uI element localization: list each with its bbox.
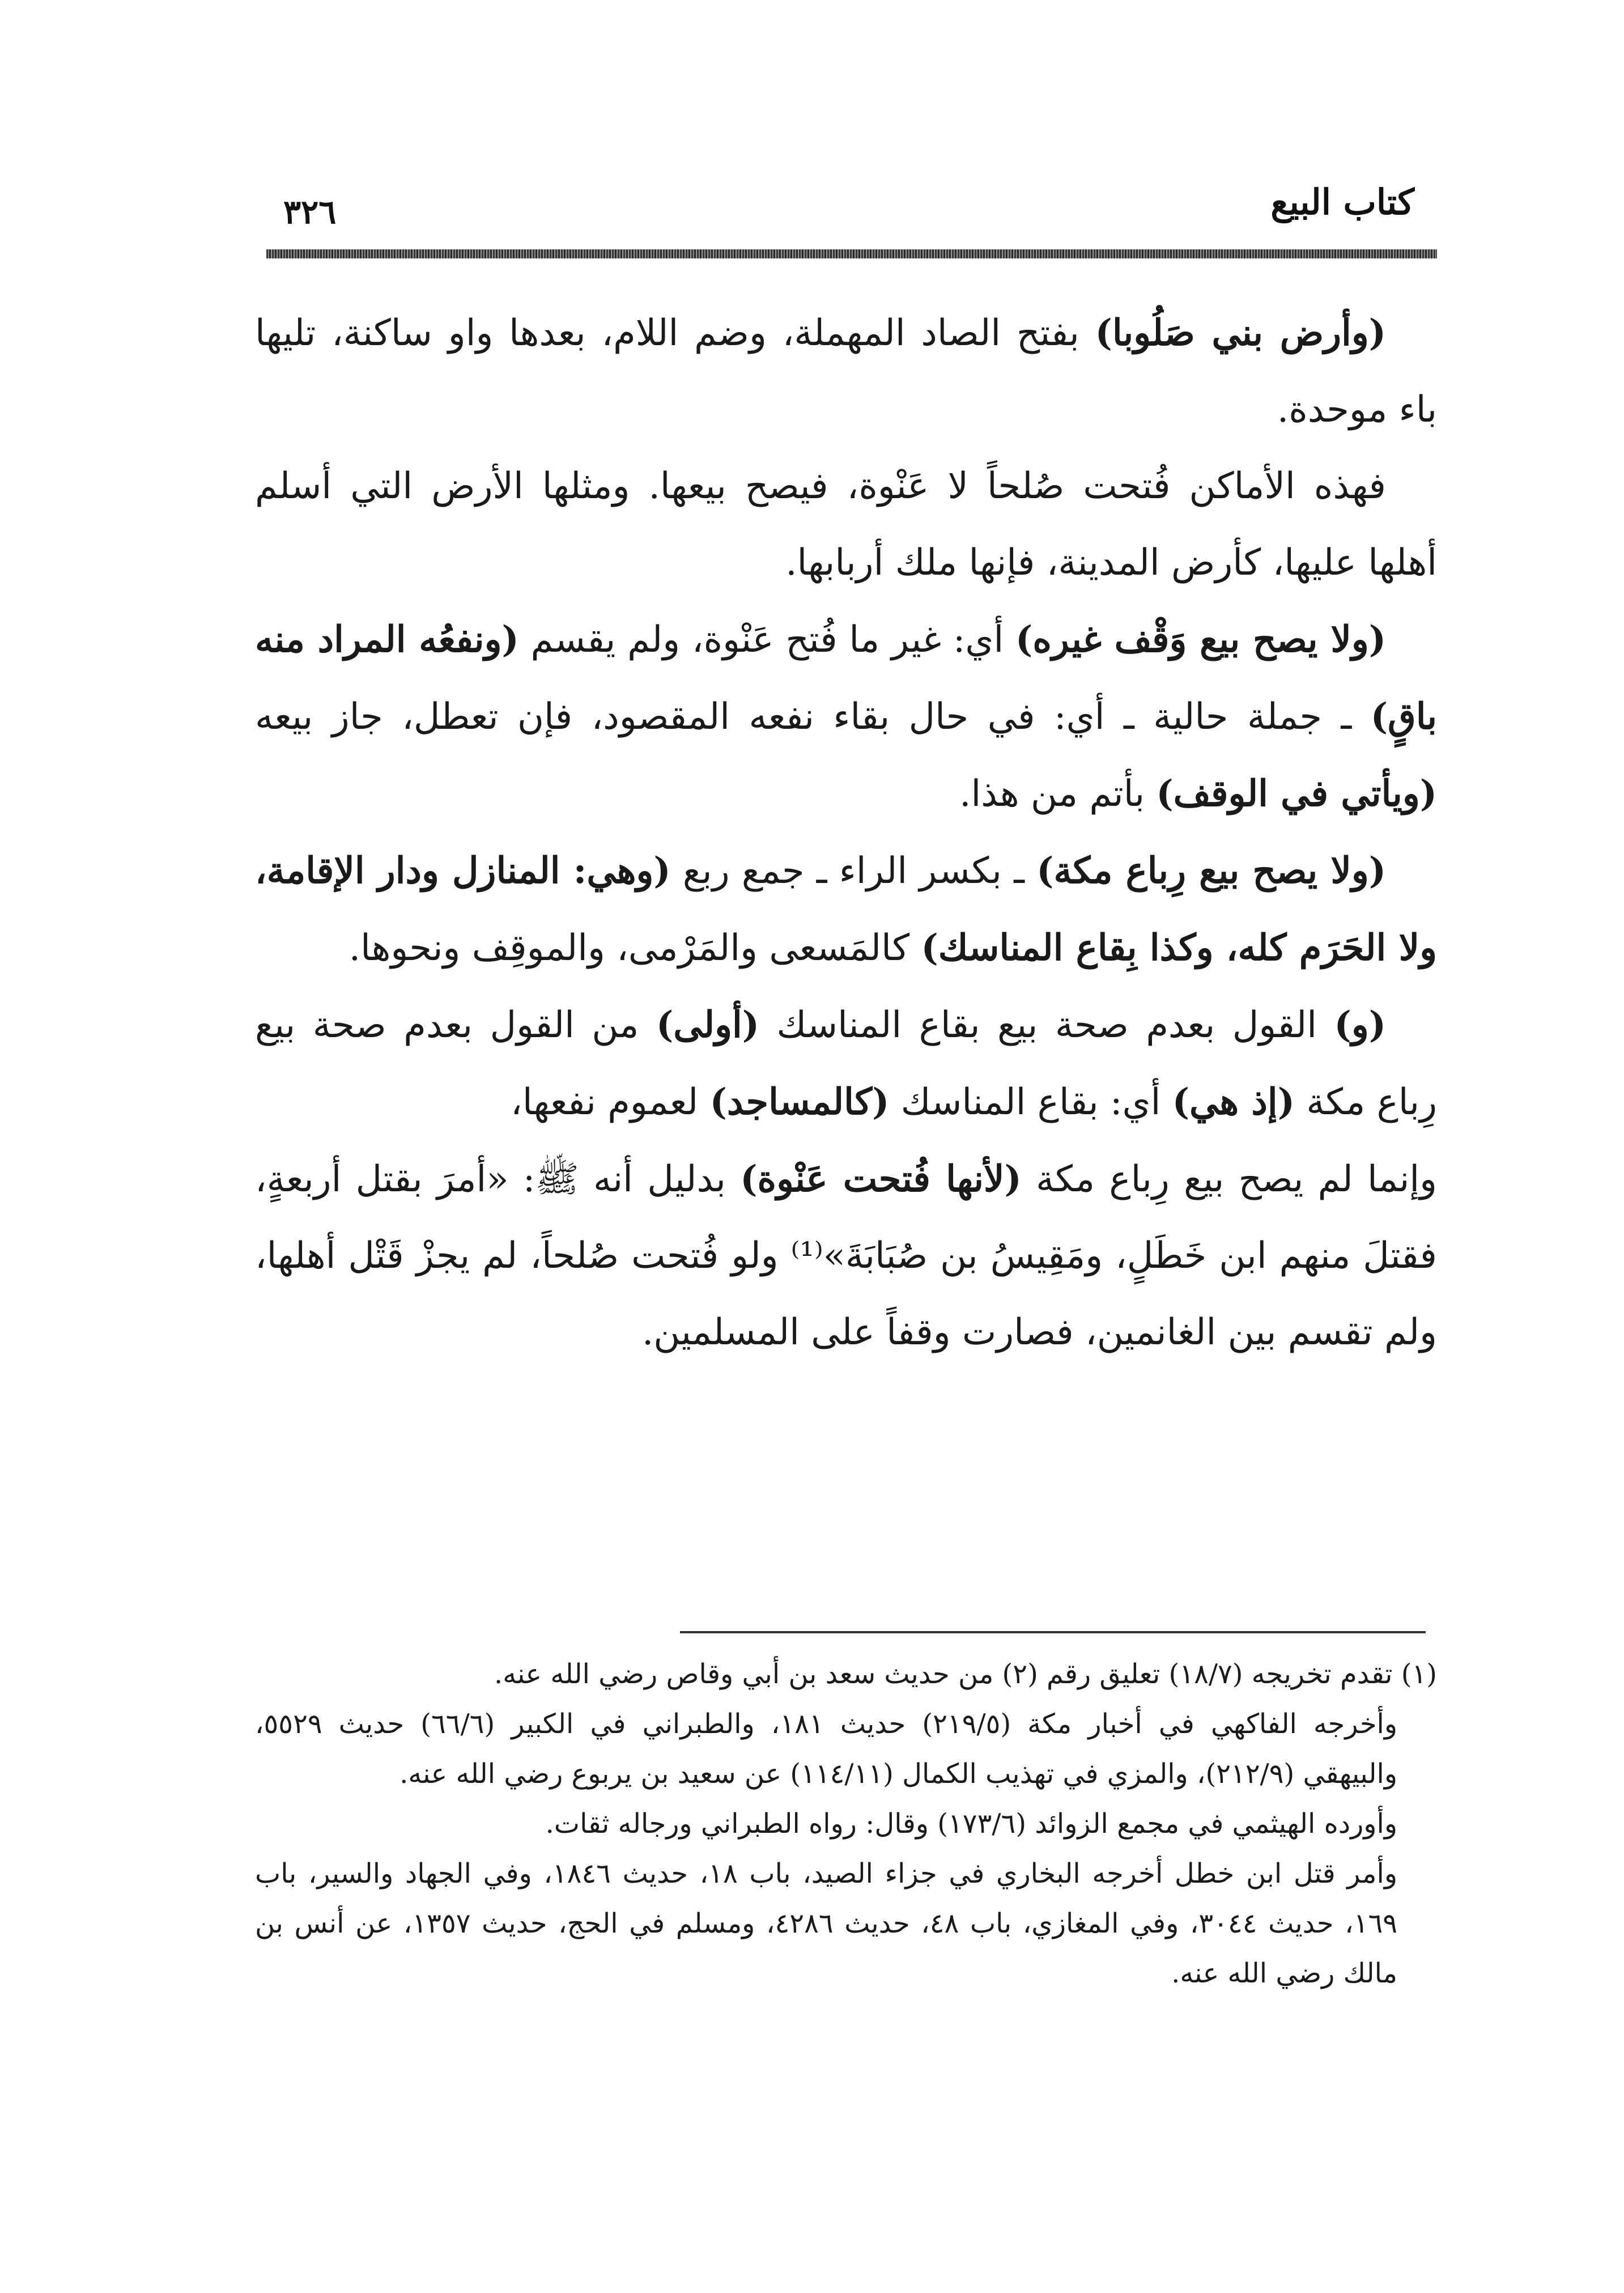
sharh-text: أي: غير ما فُتح عَنْوة، ولم يقسم <box>518 619 1016 661</box>
paragraph-6 <box>255 1141 1437 1371</box>
matn-text: (لأنها فُتحت عَنْوة) <box>740 1158 1022 1200</box>
paragraph-2 <box>255 448 1437 601</box>
sharh-text: بفتح الصاد المهملة، وضم اللام، بعدها واو ساكنة، تليها باء موحدة. <box>255 312 1437 431</box>
sharh-text: ـ جملة حالية ـ أي: في حال بقاء نفعه المقصود، فإن تعطل، جاز بيعه <box>255 696 1371 738</box>
paragraph-5 <box>255 987 1437 1141</box>
footnote-1: (١) تقدم تخريجه (١٨/٧) تعليق رقم (٢) من حديث سعد بن أبي وقاص رضي الله عنه. <box>494 1658 1437 1690</box>
footnote-1-continuation: وأخرجه الفاكهي في أخبار مكة (٢١٩/٥) حديث ١٨١، والطبراني في الكبير (٦٦/٦) حديث ٥٥٢٩، والبيهقي (٢١٢/٩)، والمزي في تهذيب الكمال (١١٤/١١) عن سعيد بن يربوع رضي الله عنه. <box>255 1708 1398 1790</box>
sharh-text: بدليل أنه ﷺ: «أمرَ بقتل أربعةٍ، فقتلَ منهم ابن خَطَلٍ، ومَقِيسُ بن صُبَابَةَ»⁽¹⁾ ولو فُتحت صُلحاً، لم يجزْ قَتْل أهلها، ولم تقسم بين الغانمين، فصارت وقفاً على المسلمين. <box>255 1158 1438 1353</box>
footnote-1-continuation: وأورده الهيثمي في مجمع الزوائد (١٧٣/٦) وقال: رواه الطبراني ورجاله ثقات. <box>545 1808 1397 1840</box>
chapter-title: كتاب البيع <box>1270 181 1414 223</box>
sharh-text: فهذه الأماكن فُتحت صُلحاً لا عَنْوة، فيصح بيعها. ومثلها الأرض التي أسلم أهلها عليها، كأرض المدينة، فإنها ملك أربابها. <box>255 465 1437 584</box>
header-rule <box>266 249 1437 258</box>
sharh-text: القول بعدم صحة بيع بقاع المناسك <box>759 1004 1334 1046</box>
sharh-text: أي: بقاع المناسك <box>889 1081 1172 1123</box>
main-text <box>255 295 1437 1371</box>
matn-text: (وأرض بني صَلُوبا) <box>1095 312 1387 354</box>
matn-text: (ونفعُه المراد منه باقٍ) <box>255 618 1437 738</box>
sharh-text: ـ بكسر الراء ـ جمع ربع <box>670 850 1037 892</box>
matn-text: (كالمساجد) <box>709 1081 890 1123</box>
footnote-separator <box>680 1631 1426 1633</box>
matn-text: (ويأتي في الوقف) <box>1156 772 1437 815</box>
footnotes <box>255 1649 1437 1998</box>
sharh-text: بأتم من هذا. <box>959 773 1157 815</box>
matn-text: (إذ هي) <box>1172 1081 1295 1123</box>
paragraph-3 <box>255 601 1437 833</box>
paragraph-1 <box>255 295 1437 448</box>
sharh-text: كالمَسعى والمَرْمى، والموقِف ونحوها. <box>348 927 921 969</box>
matn-text: (و) <box>1334 1004 1387 1046</box>
footnote-1-continuation: وأمر قتل ابن خطل أخرجه البخاري في جزاء الصيد، باب ١٨، حديث ١٨٤٦، وفي الجهاد والسير، باب ١٦٩، حديث ٣٠٤٤، وفي المغازي، باب ٤٨، حديث ٤٢٨٦، ومسلم في الحج، حديث ١٣٥٧، عن أنس بن مالك رضي الله عنه. <box>255 1858 1398 1989</box>
matn-text: (ولا يصح بيع وَقْف غيره) <box>1015 618 1386 661</box>
matn-text: (أولى) <box>656 1004 760 1046</box>
paragraph-4 <box>255 833 1437 987</box>
matn-text: (ولا يصح بيع رِباع مكة) <box>1036 850 1387 892</box>
sharh-text: لعموم نفعها، <box>511 1081 710 1123</box>
page-header <box>266 170 1437 272</box>
sharh-text: من القول بعدم صحة بيع رِباع مكة <box>255 1004 1437 1123</box>
sharh-text: وإنما لم يصح بيع رِباع مكة <box>1021 1158 1438 1200</box>
page-number: ٣٢٦ <box>283 193 337 231</box>
matn-text: (وهي: المنازل ودار الإقامة، ولا الحَرَم كله، وكذا بِقاع المناسك) <box>255 850 1437 969</box>
